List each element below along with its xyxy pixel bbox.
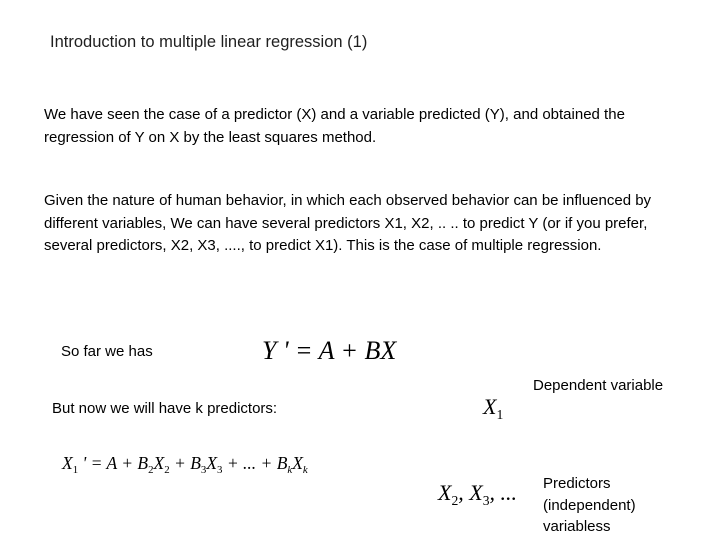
k-predictors-label: But now we will have k predictors: [52,400,278,417]
dependent-variable-label: Dependent variable [533,377,664,394]
predictors-label-line: Predictors [543,475,611,492]
slide-title: Introduction to multiple linear regression (1) [50,33,368,51]
intro-paragraph: We have seen the case of a predictor (X) and a variable predicted (Y), and obtained the regression of Y on X by the least squares method. [44,106,625,146]
predictors-label [543,473,636,538]
multiple-regression-paragraph: Given the nature of human behavior, in which each observed behavior can be influenced by different variables, We can have several predictors X1, X2, .. .. to predict Y (or if you prefer, several predictors, X2, X3, ...., to predict X1). This is the case of multiple regression. [44,192,652,254]
predictors-label-line: (independent) [543,496,636,514]
predictors-symbols: $X_2$, $X_3$, ... [438,480,518,508]
simple-regression-equation: Y ' = A + BX [262,336,397,365]
predictors-label-line: variabless [543,518,611,535]
multiple-regression-equation: $X_1$ ' = $A + B_2X_2 + B_3X_3$ + ... + $B_kX_k$ [62,453,308,476]
dependent-variable-symbol: $X_1$ [483,394,504,422]
so-far-label: So far we has [61,343,153,360]
